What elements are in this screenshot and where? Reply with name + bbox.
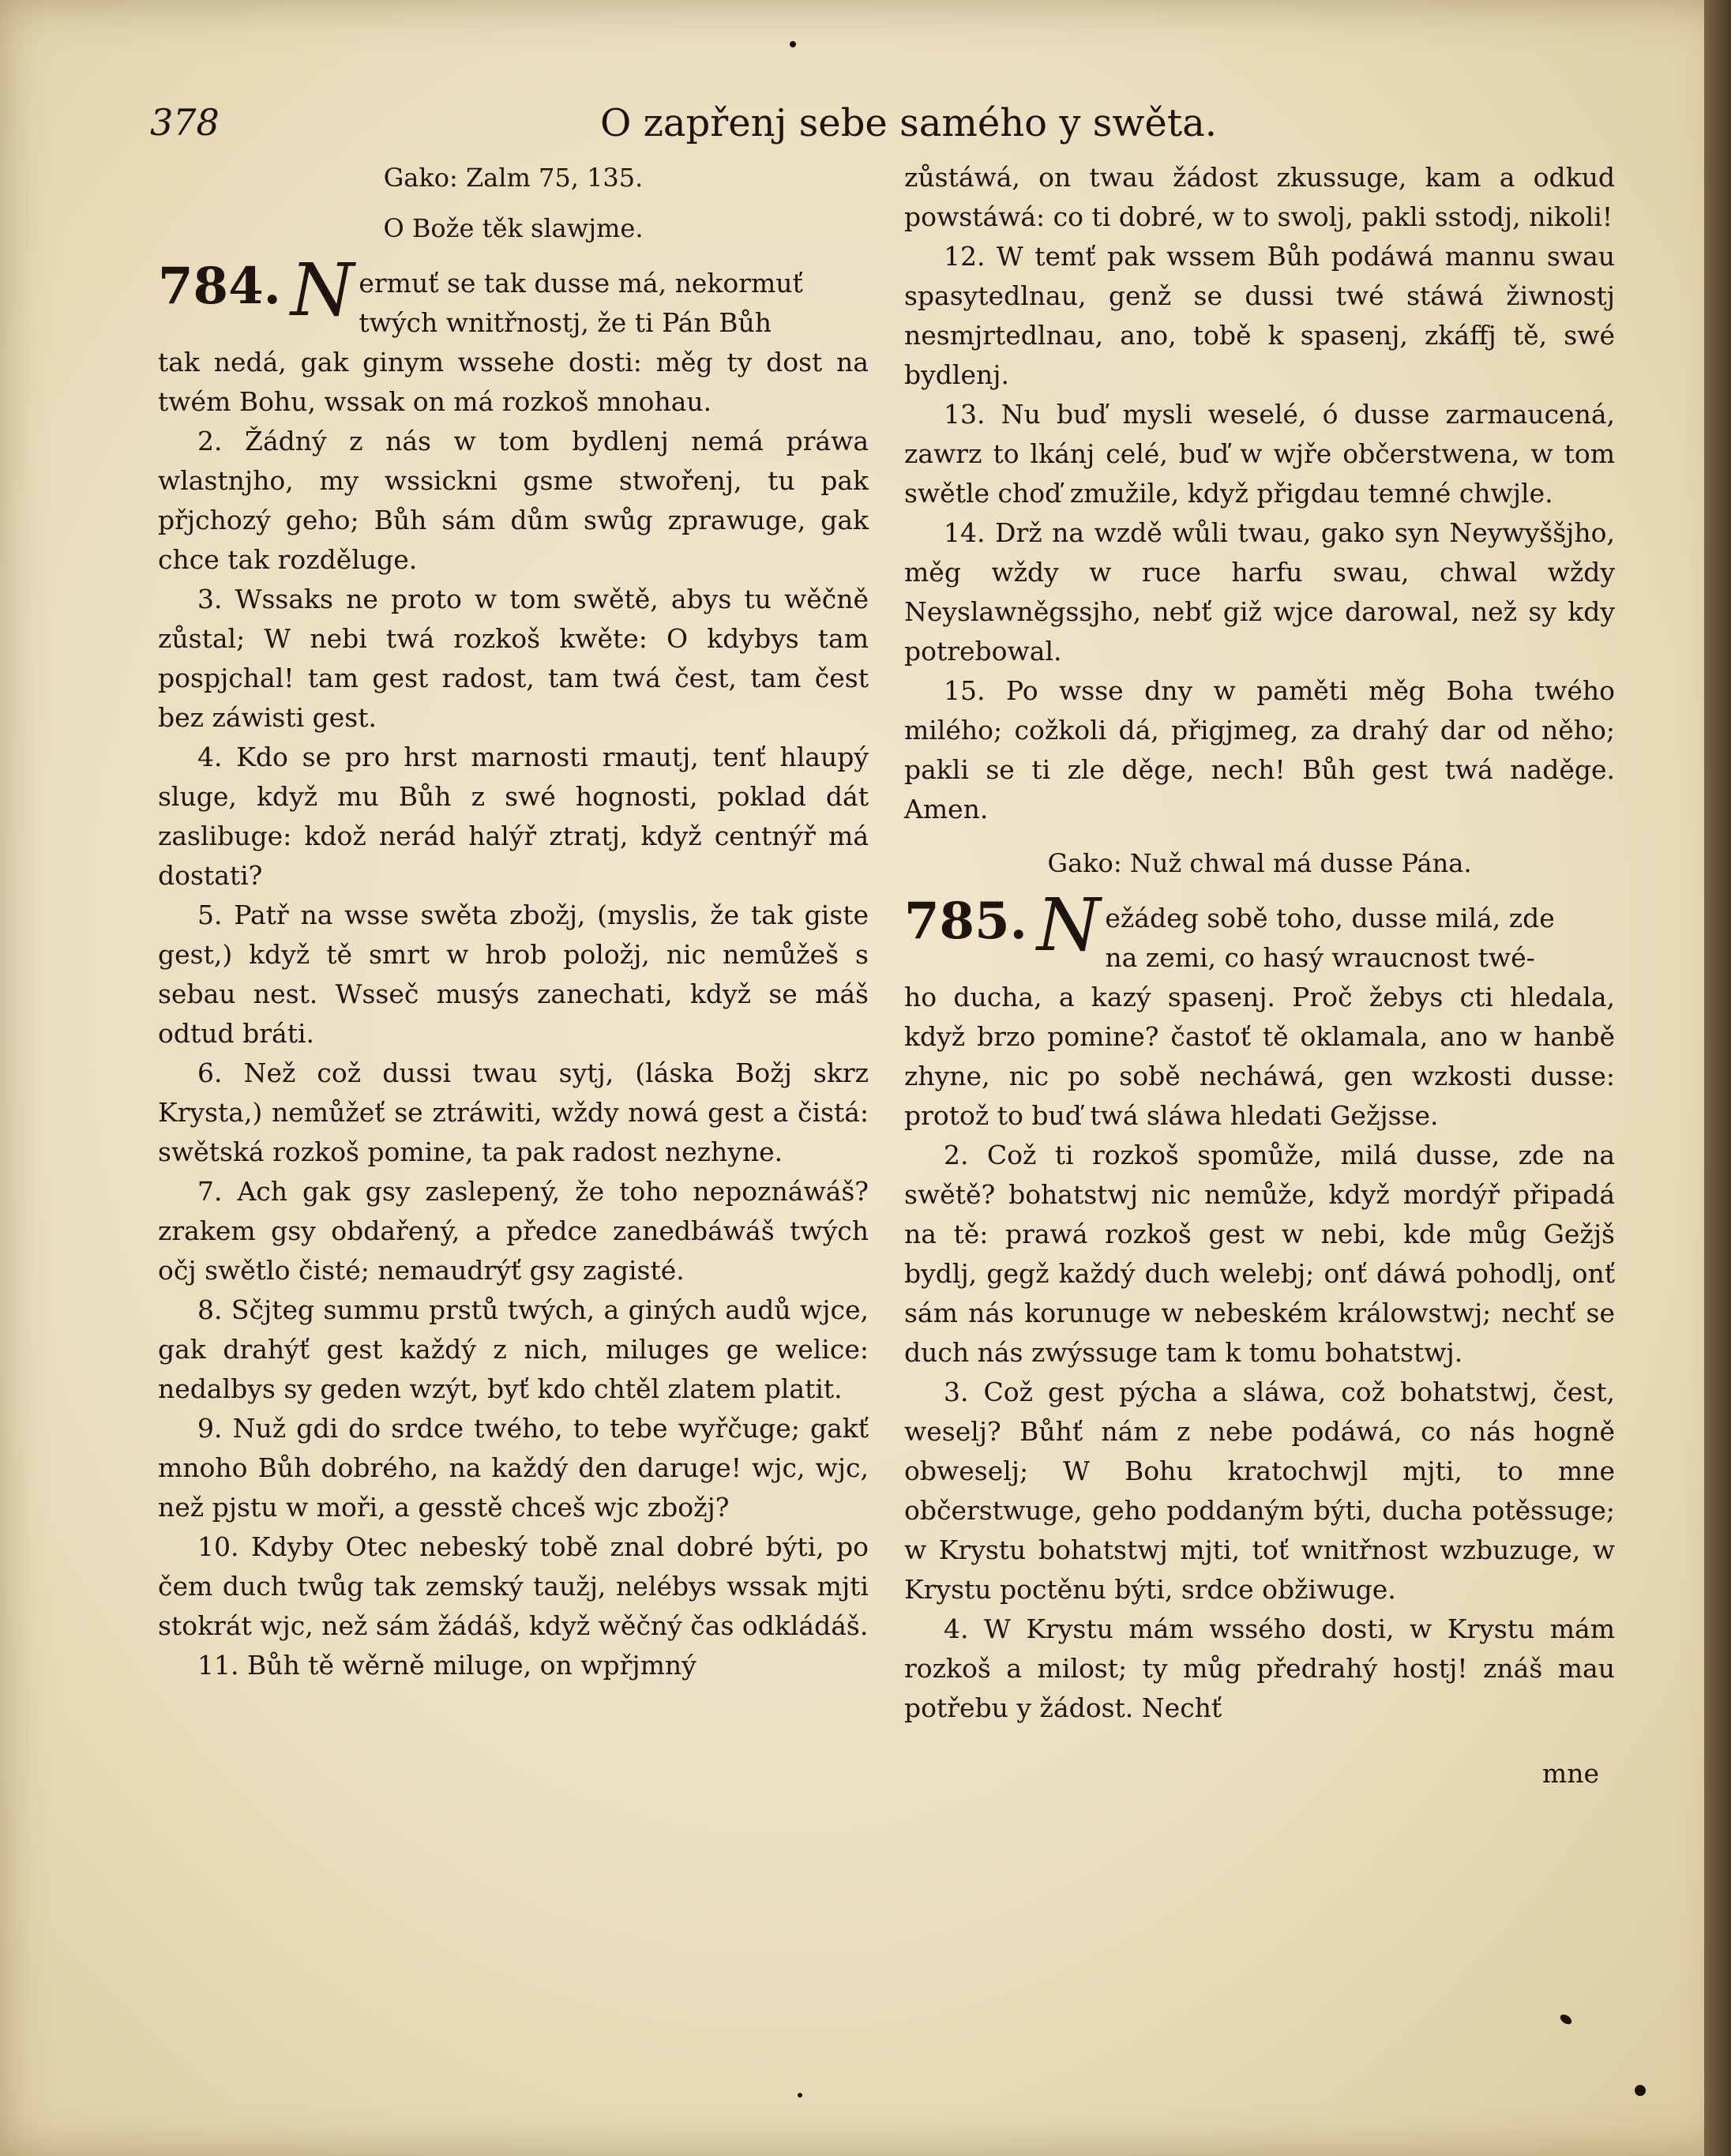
book-edge <box>1704 0 1731 2156</box>
verse: 6. Než což dussi twau sytj, (láska Božj skrz Krysta,) nemůžeť se ztráwiti, wždy nowá gest a čistá: swětská rozkoš pomine, ta pak radost nezhyne. <box>158 1057 869 1167</box>
hymn-784-start <box>158 248 869 343</box>
first-line-b: na zemi, co hasý wraucnost twé- <box>1105 942 1535 973</box>
verse-1-rest: ho ducha, a kazý spasenj. Proč žebys cti hledala, když brzo pomine? častoť tě oklamala, ano w hanbě zhyne, nic po sobě necháwá, gen wzkosti dusse: protož to buď twá sláwa hledati Gežjsse. <box>904 982 1615 1131</box>
drop-cap: N <box>290 248 355 332</box>
verse: 13. Nu buď mysli weselé, ó dusse zarmaucená, zawrz to lkánj celé, buď w wjře občerstwena, w tom swětle choď zmužile, když přigdau temné chwjle. <box>904 399 1615 509</box>
left-column <box>158 158 869 1685</box>
tune-subtitle: O Bože těk slawjme. <box>383 213 644 243</box>
hymn-number: 785. <box>904 892 1027 951</box>
running-title: O zapřenj sebe samého y swěta. <box>600 101 1217 145</box>
hymn-first-lines <box>359 259 869 343</box>
verse: 2. Žádný z nás w tom bydlenj nemá práwa wlastnjho, my wssickni gsme stwořenj, tu pak přjchozý geho; Bůh sám dům swůg zprawuge, gak chce tak rozděluge. <box>158 426 869 575</box>
verse: 8. Sčjteg summu prstů twých, a giných audů wjce, gak drahýť gest každý z nich, miluges ge welice: nedalbys sy geden wzýt, byť kdo chtěl zlatem platit. <box>158 1294 869 1404</box>
verse: 2. Což ti rozkoš spomůže, milá dusse, zde na swětě? bohatstwj nic nemůže, když mordýř připadá na tě: prawá rozkoš gest w nebi, kde můg Gežjš bydlj, gegž každý duch welebj; onť dáwá pohodlj, onť sám nás korunuge w nebeském králowstwj; nechť se duch nás zwýssuge tam k tomu bohatstwj. <box>904 1140 1615 1368</box>
catchword: mne <box>1541 1758 1599 1789</box>
verse: 3. Wssaks ne proto w tom swětě, abys tu wěčně zůstal; W nebi twá rozkoš kwěte: O kdybys tam pospjchal! tam gest radost, tam twá čest, tam čest bez záwisti gest. <box>158 584 869 733</box>
first-line-b: twých wnitřnostj, že ti Pán Bůh <box>359 307 772 338</box>
page-header <box>150 101 1635 156</box>
page-number: 378 <box>150 101 220 144</box>
ink-spot <box>790 41 796 47</box>
verse: 4. Kdo se pro hrst marnosti rmautj, tenť hlaupý sluge, když mu Bůh z swé hognosti, poklad dát zaslibuge: kdož nerád halýř ztratj, když centnýř má dostati? <box>158 742 869 891</box>
verse: 12. W temť pak wssem Bůh podáwá mannu swau spasytedlnau, genž se dussi twé stáwá žiwnostj nesmjrtedlnau, ano, tobě k spasenj, zkáffj tě, swé bydlenj. <box>904 241 1615 390</box>
ink-spot <box>1635 2085 1646 2096</box>
continuation-text: zůstáwá, on twau žádost zkussuge, kam a odkud powstáwá: co ti dobré, w to swolj, pakli sstodj, nikoli! <box>904 162 1615 232</box>
hymn-number: 784. <box>158 257 281 316</box>
verse: 14. Drž na wzdě wůli twau, gako syn Neywyššjho, měg wždy w ruce harfu swau, chwal wždy Neyslawněgssjho, nebť giž wjce darowal, než sy kdy potrebowal. <box>904 517 1615 667</box>
first-line-a: ermuť se tak dusse má, nekormuť <box>359 268 803 299</box>
hymn-first-lines <box>1105 894 1615 978</box>
tune-line: Gako: Zalm 75, 135. <box>383 163 644 193</box>
drop-cap: N <box>1036 883 1101 967</box>
first-line-a: ežádeg sobě toho, dusse milá, zde <box>1105 903 1555 933</box>
ink-spot <box>798 2093 802 2098</box>
verse: 15. Po wsse dny w paměti měg Boha twého milého; cožkoli dá, přigjmeg, za drahý dar od něho; pakli se ti zle děge, nech! Bůh gest twá naděge. Amen. <box>904 675 1615 824</box>
verse: 4. W Krystu mám wssého dosti, w Krystu mám rozkoš a milost; ty můg předrahý hostj! znáš mau potřebu y žádost. Nechť <box>904 1613 1615 1723</box>
tune-line: Gako: Nuž chwal má dusse Pána. <box>1047 848 1472 878</box>
verse-1-rest: tak nedá, gak ginym wssehe dosti: měg ty dost na twém Bohu, wssak on má rozkoš mnohau. <box>158 347 869 417</box>
verse: 10. Kdyby Otec nebeský tobě znal dobré býti, po čem duch twůg tak zemský taužj, nelébys wssak mjti stokrát wjc, než sám žádáš, když wěčný čas odkládáš. <box>158 1531 869 1641</box>
verse: 11. Bůh tě wěrně miluge, on wpřjmný <box>197 1650 697 1681</box>
verse: 3. Což gest pýcha a sláwa, což bohatstwj, čest, weselj? Bůhť nám z nebe podáwá, co nás hogně obweselj; W Bohu kratochwjl mjti, to mne občerstwuge, geho poddaným býti, ducha potěssuge; w Krystu bohatstwj mjti, toť wnitřnost wzbuzuge, w Krystu poctěnu býti, srdce obžiwuge. <box>904 1377 1615 1605</box>
ink-spot <box>1559 2012 1574 2026</box>
verse: 5. Patř na wsse swěta zbožj, (myslis, že tak giste gest,) když tě smrt w hrob položj, nic nemůžeš s sebau nest. Wsseč musýs zanechati, když se máš odtud bráti. <box>158 900 869 1049</box>
right-column <box>904 158 1615 1820</box>
verse: 7. Ach gak gsy zaslepený, že toho nepoznáwáš? zrakem gsy obdařený, a předce zanedbáwáš twých očj swětlo čisté; nemaudrýť gsy zagisté. <box>158 1176 869 1286</box>
hymn-785-start <box>904 883 1615 978</box>
verse: 9. Nuž gdi do srdce twého, to tebe wyřčuge; gakť mnoho Bůh dobrého, na každý den daruge! wjc, wjc, než pjstu w moři, a gesstě chceš wjc zbožj? <box>158 1413 869 1523</box>
